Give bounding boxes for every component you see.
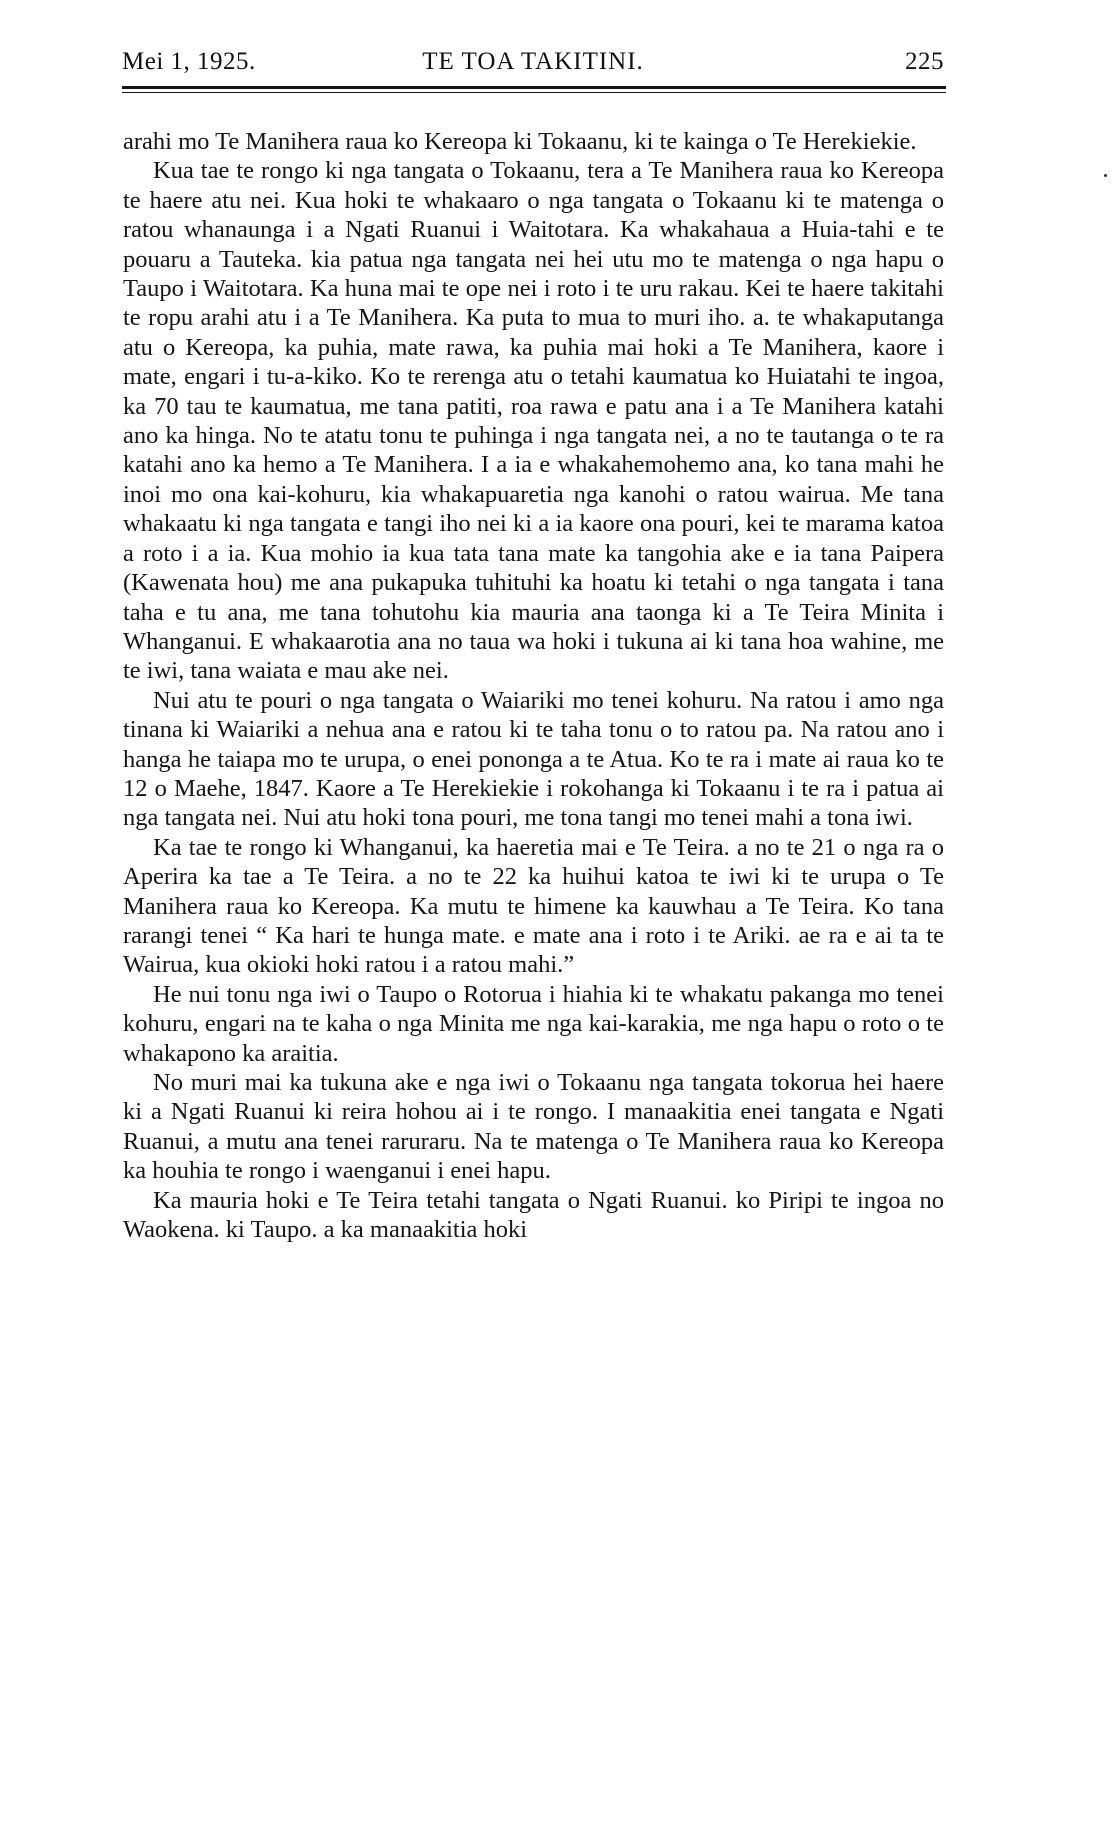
- article-body: [123, 127, 944, 1244]
- paragraph-2: Kua tae te rongo ki nga tangata o Tokaanu, tera a Te Manihera raua ko Kereopa te haere atu nei. Kua hoki te whakaaro o nga tangata o Tokaanu ki te matenga o ratou whanaunga i a Ngati Ruanui i Waitotara. Ka whakahaua a Huia-tahi e te pouaru a Tauteka. kia patua nga tangata nei hei utu mo te matenga o nga hapu o Taupo i Waitotara. Ka huna mai te ope nei i roto i te uru rakau. Kei te haere takitahi te ropu arahi atu i a Te Manihera. Ka puta to mua to muri iho. a. te whakaputanga atu o Kereopa, ka puhia, mate rawa, ka puhia mai hoki a Te Manihera, kaore i mate, engari i tu-a-kiko. Ko te rerenga atu o tetahi kaumatua ko Huiatahi te ingoa, ka 70 tau te kaumatua, me tana patiti, roa rawa e patu ana i a Te Manihera katahi ano ka hinga. No te atatu tonu te puhinga i nga tangata nei, a no te tautanga o te ra katahi ano ka hemo a Te Manihera. I a ia e whakahemohemo ana, ko tana mahi he inoi mo ona kai-kohuru, kia whakapuaretia nga kanohi o ratou wairua. Me tana whakaatu ki nga tangata e tangi iho nei ki a ia kaore ona pouri, kei te marama katoa a roto i a ia. Kua mohio ia kua tata tana mate ka tangohia ake e ia tana Paipera (Kawenata hou) me ana pukapuka tuhituhi ka hoatu ki tetahi o nga tangata i tana taha e tu ana, me tana tohutohu kia mauria ana taonga ki a Te Teira Minita i Whanganui. E whakaarotia ana no taua wa hoki i tukuna ai ki tana hoa wahine, me te iwi, tana waiata e mau ake nei.: [123, 157, 944, 685]
- paragraph-6: No muri mai ka tukuna ake e nga iwi o Tokaanu nga tangata tokorua hei haere ki a Ngati Ruanui ki reira hohou ai i te rongo. I manaakitia enei tangata e Ngati Ruanui, a mutu ana tenei raruraru. Na te matenga o Te Manihera raua ko Kereopa ka houhia te rongo i waenganui i enei hapu.: [123, 1069, 944, 1185]
- running-header: [122, 48, 944, 88]
- header-date: Mei 1, 1925.: [122, 48, 256, 75]
- paragraph-1: arahi mo Te Manihera raua ko Kereopa ki Tokaanu, ki te kainga o Te Herekiekie.: [123, 128, 917, 155]
- paragraph-7: Ka mauria hoki e Te Teira tetahi tangata o Ngati Ruanui. ko Piripi te ingoa no Waokena. ki Taupo. a ka manaakitia hoki: [123, 1186, 944, 1244]
- print-speck: [1104, 174, 1107, 177]
- header-title: TE TOA TAKITINI.: [422, 48, 644, 75]
- paragraph-3: Nui atu te pouri o nga tangata o Waiariki mo tenei kohuru. Na ratou i amo nga tinana ki Waiariki a nehua ana e ratou ki te taha tonu o to ratou pa. Na ratou ano i hanga he taiapa mo te urupa, o enei pononga a te Atua. Ko te ra i mate ai raua ko te 12 o Maehe, 1847. Kaore a Te Herekiekie i rokohanga ki Tokaanu i te ra i patua ai nga tangata nei. Nui atu hoki tona pouri, me tona tangi mo tenei mahi a tona iwi.: [123, 686, 944, 832]
- paragraph-4: Ka tae te rongo ki Whanganui, ka haeretia mai e Te Teira. a no te 21 o nga ra o Aperira ka tae a Te Teira. a no te 22 ka huihui katoa te iwi ki te urupa o Te Manihera raua ko Kereopa. Ka mutu te himene ka kauwhau a Te Teira. Ko tana rarangi tenei “ Ka hari te hunga mate. e mate ana i roto i te Ariki. ae ra e ai ta te Wairua, kua okioki hoki ratou i a ratou mahi.”: [123, 833, 944, 979]
- paragraph-5: He nui tonu nga iwi o Taupo o Rotorua i hiahia ki te whakatu pakanga mo tenei kohuru, engari na te kaha o nga Minita me nga kai-karakia, me nga hapu o roto o te whakapono ka araitia.: [123, 980, 944, 1067]
- page-number: 225: [905, 48, 944, 75]
- header-rule-thin: [122, 92, 946, 93]
- header-rule-thick: [122, 86, 946, 89]
